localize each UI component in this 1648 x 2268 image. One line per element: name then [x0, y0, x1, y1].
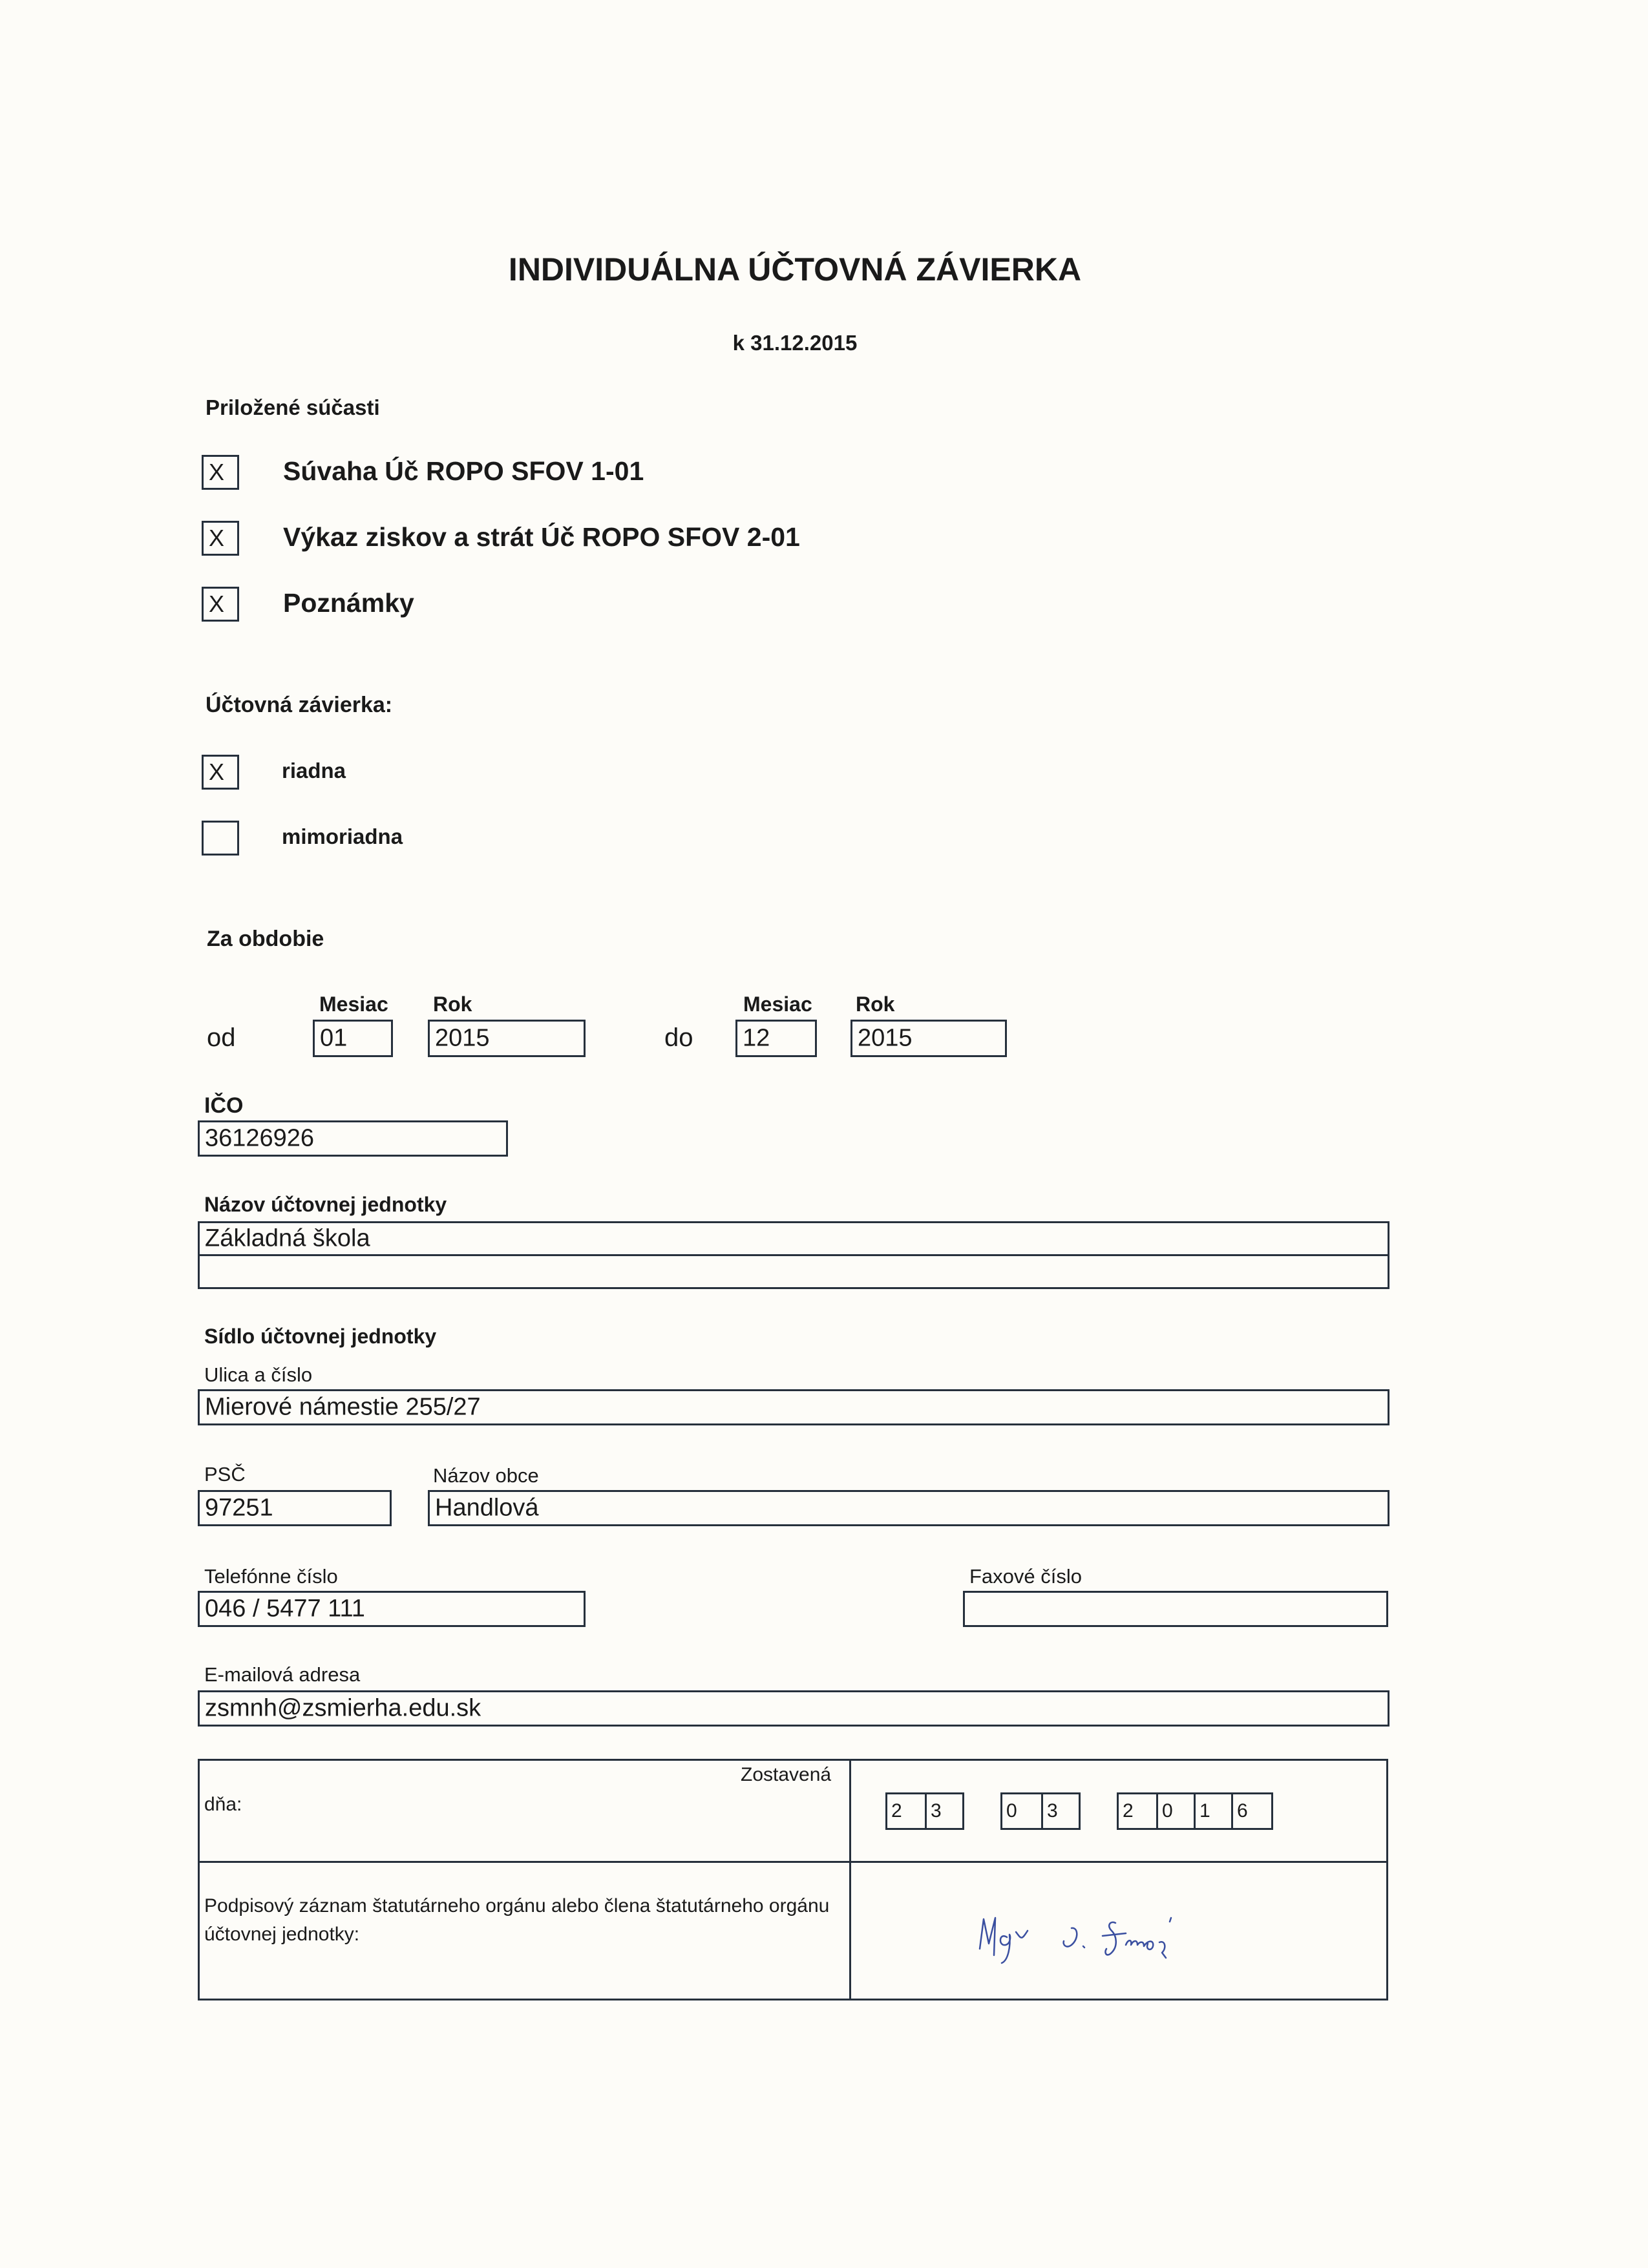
street-label: Ulica a číslo	[204, 1363, 313, 1386]
psc-field[interactable]	[198, 1490, 392, 1526]
option-checkbox[interactable]: X	[202, 755, 239, 790]
option-checkbox[interactable]	[202, 821, 239, 856]
attachment-checkbox[interactable]: X	[202, 587, 239, 622]
digit-cell: 6	[1231, 1794, 1271, 1828]
entity-name-field[interactable]	[198, 1221, 1389, 1256]
email-field[interactable]	[198, 1690, 1389, 1727]
table-vertical-divider	[849, 1759, 851, 2000]
to-year-field[interactable]	[850, 1020, 1007, 1057]
email-value: zsmnh@zsmierha.edu.sk	[205, 1694, 481, 1722]
psc-label: PSČ	[204, 1463, 246, 1486]
city-field[interactable]	[428, 1490, 1389, 1526]
digit-cell: 3	[1041, 1794, 1079, 1828]
from-month-field[interactable]	[313, 1020, 393, 1057]
signature-label: Podpisový záznam štatutárneho orgánu alebo člena štatutárneho orgánu účtovnej jednotky:	[204, 1895, 830, 1945]
to-month-value: 12	[743, 1024, 770, 1052]
digit-cell: 1	[1194, 1794, 1232, 1828]
digit-cell: 0	[1006, 1800, 1017, 1822]
day-label: dňa:	[204, 1794, 242, 1815]
to-label: do	[664, 1024, 693, 1052]
email-label: E-mailová adresa	[204, 1663, 361, 1686]
option-label: mimoriadna	[282, 824, 403, 848]
from-year-field[interactable]	[428, 1020, 586, 1057]
attachment-label: Výkaz ziskov a strát Úč ROPO SFOV 2-01	[283, 522, 800, 552]
city-value: Handlová	[435, 1494, 539, 1522]
phone-value: 046 / 5477 111	[205, 1595, 365, 1622]
closing-type-heading: Účtovná závierka:	[206, 693, 393, 717]
closing-date: k 31.12.2015	[732, 331, 858, 355]
page-title: INDIVIDUÁLNA ÚČTOVNÁ ZÁVIERKA	[508, 251, 1082, 288]
compiled-month-field[interactable]	[1000, 1792, 1081, 1830]
ico-label: IČO	[204, 1093, 244, 1118]
from-year-value: 2015	[435, 1024, 490, 1052]
city-label: Názov obce	[433, 1464, 539, 1487]
digit-cell: 2	[1123, 1800, 1134, 1822]
compiled-year-field[interactable]	[1117, 1792, 1273, 1830]
fax-label: Faxové číslo	[969, 1565, 1083, 1588]
digit-cell: 0	[1156, 1794, 1195, 1828]
digit-cell: 3	[925, 1794, 962, 1828]
from-month-value: 01	[320, 1024, 348, 1052]
ico-field[interactable]	[198, 1120, 508, 1157]
to-year-value: 2015	[858, 1024, 913, 1052]
address-heading: Sídlo účtovnej jednotky	[204, 1325, 437, 1348]
attachment-label: Poznámky	[283, 588, 414, 618]
attachment-label: Súvaha Úč ROPO SFOV 1-01	[283, 456, 644, 486]
table-horizontal-divider	[198, 1861, 1388, 1863]
phone-field[interactable]	[198, 1591, 586, 1627]
phone-label: Telefónne číslo	[204, 1565, 338, 1588]
compiled-day-field[interactable]	[885, 1792, 964, 1830]
to-month-field[interactable]	[735, 1020, 817, 1057]
from-year-label: Rok	[433, 992, 472, 1016]
attachment-checkbox[interactable]: X	[202, 521, 239, 556]
entity-name-field-2[interactable]	[198, 1254, 1389, 1289]
street-value: Mierové námestie 255/27	[205, 1393, 481, 1421]
fax-field[interactable]	[963, 1591, 1388, 1627]
option-label: riadna	[282, 759, 346, 782]
period-heading: Za obdobie	[207, 927, 324, 951]
handwritten-signature[interactable]	[956, 1893, 1228, 1984]
to-year-label: Rok	[856, 992, 895, 1016]
compiled-label: Zostavená	[741, 1764, 832, 1785]
from-label: od	[207, 1024, 236, 1052]
street-field[interactable]	[198, 1389, 1389, 1425]
to-month-label: Mesiac	[743, 992, 812, 1016]
ico-value: 36126926	[205, 1124, 315, 1152]
attachment-checkbox[interactable]: X	[202, 455, 239, 490]
entity-name-label: Názov účtovnej jednotky	[204, 1193, 447, 1216]
digit-cell: 2	[891, 1800, 902, 1822]
entity-name-line1: Základná škola	[205, 1224, 370, 1252]
attachments-heading: Priložené súčasti	[206, 395, 380, 419]
psc-value: 97251	[205, 1494, 273, 1522]
from-month-label: Mesiac	[319, 992, 388, 1016]
